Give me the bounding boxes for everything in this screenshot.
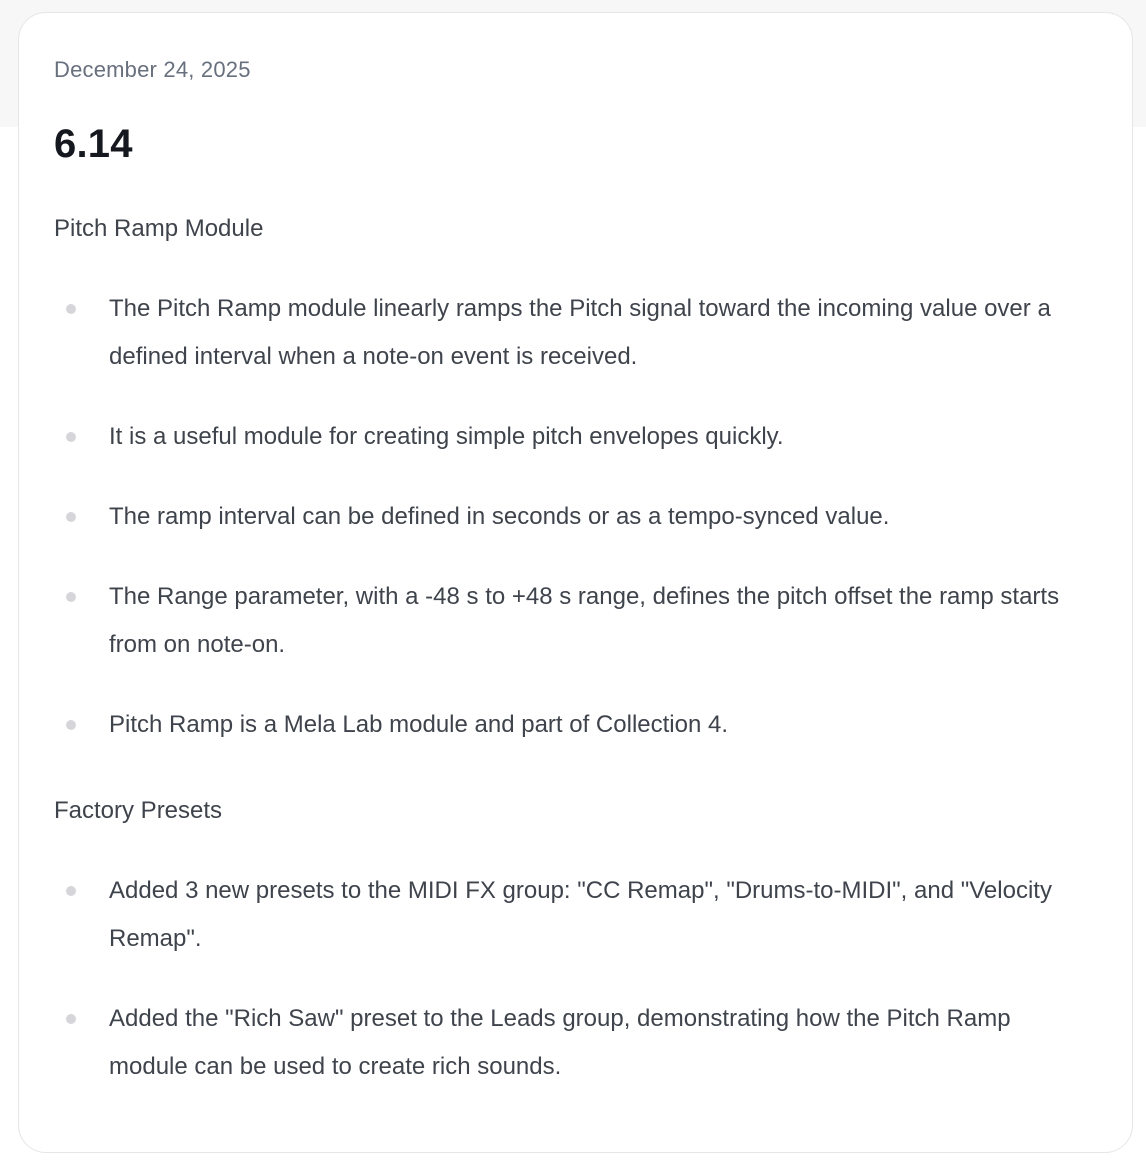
section-list bbox=[54, 285, 1087, 749]
list-item bbox=[54, 995, 1087, 1091]
list-item-text: The Range parameter, with a -48 s to +48 s range, defines the pitch offset the ramp starts from on note-on. bbox=[109, 583, 1060, 658]
section-title: Pitch Ramp Module bbox=[54, 215, 264, 242]
list-item-text: The ramp interval can be defined in seconds or as a tempo-synced value. bbox=[109, 503, 890, 530]
list-item bbox=[54, 701, 1087, 749]
bullet-icon bbox=[66, 512, 76, 522]
list-item bbox=[54, 413, 1087, 461]
bullet-icon bbox=[66, 720, 76, 730]
list-item bbox=[54, 867, 1087, 963]
section-list bbox=[54, 867, 1087, 1091]
release-date: December 24, 2025 bbox=[54, 57, 251, 82]
list-item-text: The Pitch Ramp module linearly ramps the Pitch signal toward the incoming value over a defined interval when a note-on event is received. bbox=[109, 295, 1051, 370]
bullet-icon bbox=[66, 1014, 76, 1024]
list-item-text: Added 3 new presets to the MIDI FX group: "CC Remap", "Drums-to-MIDI", and "Velocity Remap". bbox=[109, 877, 1052, 952]
bullet-icon bbox=[66, 432, 76, 442]
list-item-text: Pitch Ramp is a Mela Lab module and part of Collection 4. bbox=[109, 711, 728, 738]
release-section bbox=[54, 205, 1087, 749]
list-item-text: Added the "Rich Saw" preset to the Leads group, demonstrating how the Pitch Ramp module can be used to create rich sounds. bbox=[109, 1005, 1011, 1080]
release-notes-card bbox=[18, 12, 1133, 1153]
bullet-icon bbox=[66, 304, 76, 314]
list-item bbox=[54, 285, 1087, 381]
bullet-icon bbox=[66, 886, 76, 896]
list-item-text: It is a useful module for creating simple pitch envelopes quickly. bbox=[109, 423, 784, 450]
section-title: Factory Presets bbox=[54, 797, 223, 824]
sections bbox=[54, 205, 1087, 1091]
release-section bbox=[54, 787, 1087, 1091]
list-item bbox=[54, 573, 1087, 669]
release-version: 6.14 bbox=[54, 122, 133, 166]
list-item bbox=[54, 493, 1087, 541]
bullet-icon bbox=[66, 592, 76, 602]
